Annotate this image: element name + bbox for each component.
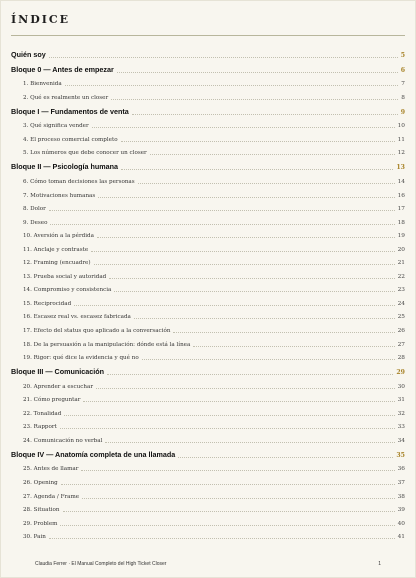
toc-chapter-row[interactable] [11, 308, 405, 322]
toc-entry-label: 26. Opening [23, 480, 58, 486]
toc-page-number: 5 [400, 51, 405, 59]
toc-page-number: 19 [397, 233, 405, 240]
toc-chapter-row[interactable] [11, 391, 405, 405]
toc-chapter-row[interactable] [11, 281, 405, 295]
dot-leader [193, 345, 394, 347]
toc-entry-label: 15. Reciprocidad [23, 300, 72, 307]
dot-leader [96, 387, 395, 389]
toc-entry-label: 22. Tonalidad [23, 410, 62, 417]
dot-leader [117, 71, 398, 73]
toc-page-number: 8 [401, 94, 405, 101]
toc-page-number: 37 [397, 480, 405, 486]
toc-page-number: 10 [397, 123, 405, 130]
toc-page-number: 14 [397, 178, 405, 185]
toc-chapter-row[interactable] [11, 377, 405, 391]
toc-chapter-row[interactable] [11, 130, 405, 144]
toc-page-number: 13 [396, 164, 405, 172]
table-of-contents [11, 46, 405, 541]
toc-page-number: 17 [397, 206, 405, 213]
toc-section-row[interactable] [11, 103, 405, 117]
toc-entry-label: Bloque IV — Anatomía completa de una llamada [11, 449, 176, 459]
page-footer [35, 561, 381, 567]
toc-chapter-row[interactable] [11, 501, 405, 515]
toc-entry-label: 6. Cómo toman decisiones las personas [23, 178, 135, 185]
toc-entry-label: 27. Agenda / Frame [23, 493, 80, 500]
toc-page-number: 38 [397, 493, 405, 500]
toc-chapter-row[interactable] [11, 117, 405, 131]
toc-chapter-row[interactable] [11, 267, 405, 281]
toc-chapter-row[interactable] [11, 349, 405, 363]
toc-chapter-row[interactable] [11, 431, 405, 445]
toc-entry-label: 12. Framing (encuadre) [23, 260, 91, 267]
toc-entry-label: 11. Anclaje y contraste [23, 246, 89, 253]
toc-entry-label: Quién soy [11, 49, 46, 59]
toc-page-number: 39 [397, 507, 405, 514]
toc-chapter-row[interactable] [11, 213, 405, 227]
dot-leader [49, 537, 395, 539]
toc-entry-label: 30. Pain [23, 534, 46, 541]
dot-leader [91, 250, 394, 252]
toc-chapter-row[interactable] [11, 321, 405, 335]
toc-chapter-row[interactable] [11, 335, 405, 349]
toc-chapter-row[interactable] [11, 240, 405, 254]
toc-page-number: 35 [396, 451, 405, 459]
dot-leader [98, 196, 394, 198]
toc-entry-label: 25. Antes de llamar [23, 466, 79, 473]
dot-leader [121, 140, 395, 142]
toc-page-number: 11 [397, 136, 405, 143]
toc-entry-label: 13. Prueba social y autoridad [23, 273, 107, 280]
dot-leader [63, 510, 395, 512]
toc-entry-label: 3. Qué significa vender [23, 123, 89, 130]
dot-leader [111, 98, 398, 100]
toc-entry-label: Bloque III — Comunicación [11, 367, 105, 377]
dot-leader [49, 209, 395, 211]
toc-chapter-row[interactable] [11, 172, 405, 186]
dot-leader [173, 331, 394, 333]
toc-chapter-row[interactable] [11, 473, 405, 487]
dot-leader [81, 469, 394, 471]
toc-chapter-row[interactable] [11, 404, 405, 418]
toc-chapter-row[interactable] [11, 460, 405, 474]
dot-leader [132, 113, 398, 115]
toc-page-number: 36 [397, 466, 405, 473]
toc-page-number: 20 [397, 246, 405, 253]
toc-chapter-row[interactable] [11, 200, 405, 214]
toc-page-number: 40 [397, 520, 405, 527]
dot-leader [94, 263, 395, 265]
toc-chapter-row[interactable] [11, 528, 405, 542]
toc-entry-label: 20. Aprender a escuchar [23, 383, 93, 390]
toc-entry-label: Bloque II — Psicología humana [11, 162, 119, 172]
toc-page-number: 21 [397, 260, 405, 267]
toc-entry-label: 23. Rapport [23, 424, 57, 431]
toc-page-number: 22 [397, 273, 405, 280]
toc-chapter-row[interactable] [11, 227, 405, 241]
footer-page-number: 1 [378, 561, 381, 567]
toc-entry-label: Bloque 0 — Antes de empezar [11, 64, 114, 74]
toc-chapter-row[interactable] [11, 487, 405, 501]
dot-leader [82, 497, 395, 499]
toc-chapter-row[interactable] [11, 294, 405, 308]
toc-chapter-row[interactable] [11, 418, 405, 432]
toc-page-number: 24 [397, 300, 405, 307]
toc-page-number: 29 [396, 369, 405, 377]
toc-entry-label: 29. Problem [23, 520, 58, 527]
toc-page-number: 25 [397, 314, 405, 321]
toc-page-number: 16 [397, 192, 405, 199]
toc-page-number: 26 [397, 327, 405, 334]
dot-leader [92, 126, 395, 128]
toc-entry-label: 17. Efecto del status quo aplicado a la conversación [23, 327, 171, 334]
toc-entry-label: 5. Los números que debe conocer un closer [23, 150, 147, 157]
dot-leader [150, 153, 395, 155]
toc-entry-label: 24. Comunicación no verbal [23, 437, 103, 444]
dot-leader [60, 427, 395, 429]
toc-page-number: 41 [397, 534, 405, 541]
title-divider [11, 35, 405, 36]
dot-leader [61, 483, 395, 485]
toc-section-row[interactable] [11, 364, 405, 378]
toc-entry-label: 16. Escasez real vs. escasez fabricada [23, 314, 131, 321]
dot-leader [134, 317, 395, 319]
toc-page-number: 31 [397, 397, 405, 404]
dot-leader [121, 168, 393, 170]
dot-leader [74, 304, 394, 306]
toc-entry-label: 18. De la persuasión a la manipulación: dónde está la línea [23, 341, 191, 348]
toc-section-row[interactable] [11, 159, 405, 173]
dot-leader [138, 182, 395, 184]
toc-section-row[interactable] [11, 61, 405, 75]
toc-page-number: 12 [397, 150, 405, 157]
toc-entry-label: 1. Bienvenida [23, 81, 62, 88]
dot-leader [49, 56, 398, 58]
toc-page-number: 23 [397, 287, 405, 294]
toc-chapter-row[interactable] [11, 75, 405, 89]
toc-page-number: 33 [397, 424, 405, 431]
dot-leader [114, 290, 394, 292]
dot-leader [109, 277, 394, 279]
toc-entry-label: 21. Cómo preguntar [23, 397, 81, 404]
toc-page-number: 7 [401, 81, 405, 88]
toc-chapter-row[interactable] [11, 254, 405, 268]
toc-chapter-row[interactable] [11, 514, 405, 528]
toc-chapter-row[interactable] [11, 186, 405, 200]
toc-page-number: 32 [397, 410, 405, 417]
toc-page-number: 9 [400, 108, 405, 116]
toc-page-number: 6 [400, 66, 405, 74]
dot-leader [83, 400, 394, 402]
toc-section-row[interactable] [11, 446, 405, 460]
dot-leader [50, 223, 394, 225]
toc-chapter-row[interactable] [11, 88, 405, 102]
toc-entry-label: 8. Dolor [23, 206, 46, 213]
page-title: ÍNDICE [11, 13, 71, 26]
toc-page-number: 28 [397, 355, 405, 362]
toc-entry-label: 14. Compromiso y consistencia [23, 287, 112, 294]
toc-entry-label: Bloque I — Fundamentos de venta [11, 106, 129, 116]
toc-entry-label: 2. Qué es realmente un closer [23, 94, 109, 101]
toc-page-number: 18 [397, 219, 405, 226]
toc-entry-label: 19. Rigor: qué dice la evidencia y qué no [23, 355, 139, 362]
toc-entry-label: 7. Motivaciones humanas [23, 192, 96, 199]
toc-section-row[interactable] [11, 46, 405, 60]
dot-leader [64, 414, 394, 416]
toc-entry-label: 28. Situation [23, 507, 60, 514]
dot-leader [105, 441, 394, 443]
toc-entry-label: 4. El proceso comercial completo [23, 136, 118, 143]
footer-text: Claudia Ferrer · El Manual Completo del High Ticket Closer [35, 561, 167, 567]
dot-leader [142, 358, 395, 360]
dot-leader [97, 236, 395, 238]
dot-leader [60, 524, 394, 526]
toc-page-number: 34 [397, 437, 405, 444]
toc-page-number: 27 [397, 341, 405, 348]
dot-leader [178, 456, 393, 458]
dot-leader [65, 84, 399, 86]
dot-leader [107, 373, 393, 375]
toc-chapter-row[interactable] [11, 144, 405, 158]
toc-entry-label: 10. Aversión a la pérdida [23, 233, 94, 240]
toc-entry-label: 9. Deseo [23, 219, 48, 226]
toc-page-number: 30 [397, 383, 405, 390]
